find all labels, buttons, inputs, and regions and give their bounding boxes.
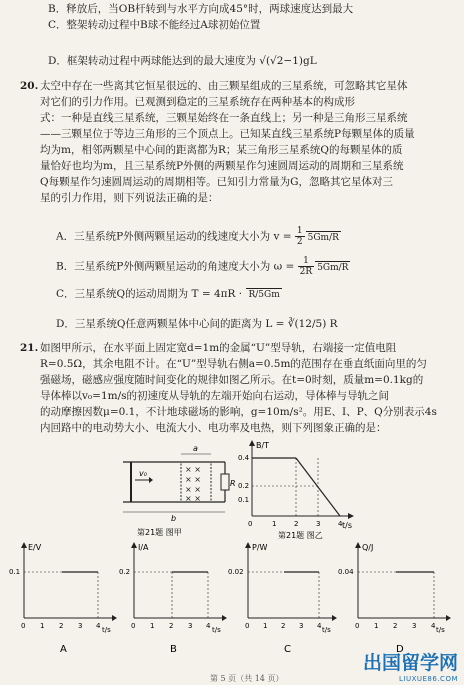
svg-text:× ×: × ×	[185, 485, 201, 494]
graph-d-xtick-4: 4	[431, 622, 436, 630]
yi-ytick-02: 0.2	[238, 482, 250, 490]
graph-a-xtick-0: 0	[21, 622, 26, 630]
graph-b-xtick-3: 3	[188, 622, 193, 630]
option-graph-c	[228, 540, 338, 661]
yi-xtick-4: 4	[338, 520, 343, 528]
graph-a-ytick: 0.1	[9, 568, 21, 576]
graph-d-letter: D	[396, 644, 404, 655]
graph-a-ylabel: E/V	[28, 543, 42, 552]
yi-xtick-2: 2	[294, 520, 299, 528]
yi-xtick-1: 1	[272, 520, 277, 528]
yi-ytick-04: 0.4	[238, 454, 250, 462]
caption-jia: 第21题 图甲	[137, 528, 182, 537]
q20-line-7: Q每颗星作匀速圆周运动的周期相等。已知引力常量为G，忽略其它星体对三	[40, 176, 393, 188]
yi-xtick-0: 0	[248, 520, 253, 528]
prev-option-b: B．释放后，当OB杆转到与水平方向成45°时，两球速度达到最大	[48, 3, 354, 15]
graph-b-letter: B	[170, 644, 177, 655]
graph-a-xtick-1: 1	[40, 622, 45, 630]
graph-b-xtick-2: 2	[169, 622, 174, 630]
q20-option-d-formula: ∛(12/5) R	[287, 318, 338, 330]
q20-number: 20.	[20, 80, 39, 92]
q20-option-b: B．三星系统P外侧两颗星运动的角速度大小为 ω = $\frac{1}{2R}$ 5Gm/R	[56, 256, 349, 277]
graph-a-xlabel: t/s	[102, 626, 111, 634]
q20-option-a-formula: $\frac{1}{2}$	[296, 226, 303, 247]
q20-option-b-text: B．三星系统P外侧两颗星运动的角速度大小为 ω =	[56, 260, 295, 273]
option-graph-d	[338, 540, 456, 661]
graph-b-ylabel: I/A	[138, 543, 149, 552]
prev-option-c: C．整架转动过程中B球不能经过A球初始位置	[48, 19, 261, 31]
q21-line-3: 强磁场，磁感应强度随时间变化的规律如图乙所示。在t=0时刻，质量m=0.1kg的	[40, 374, 424, 386]
q20-line-5: 均为m，相邻两颗星中心间的距离都为R；某三角形三星系统Q的每颗星体的质	[40, 144, 403, 156]
q21-line-6: 内回路中的电动势大小、电流大小、电功率及电热，则下列图象正确的是：	[40, 422, 387, 434]
option-graph-a	[8, 540, 118, 661]
q21-line-4: 导体棒以v₀=1m/s的初速度从导轨的左端开始向右运动，导体棒与导轨之间	[40, 390, 390, 402]
q20-option-c-text: C．三星系统Q的运动周期为 T = 4πR ·	[56, 288, 243, 300]
graph-c-xlabel: t/s	[322, 626, 331, 634]
caption-yi: 第21题 图乙	[278, 531, 323, 540]
graph-c-ytick: 0.02	[228, 568, 244, 576]
q20-option-c-formula: R/5Gm	[248, 290, 280, 300]
svg-text:× ×: × ×	[185, 475, 201, 484]
graph-c-xtick-3: 3	[299, 622, 304, 630]
q21-number: 21.	[20, 342, 39, 354]
q20-option-c	[56, 288, 282, 302]
q21-line-5: 的动摩擦因数μ=0.1，不计地球磁场的影响，g=10m/s²。用E、I、P、Q分别表示4s	[40, 406, 437, 418]
q20-option-a: A．三星系统P外侧两颗星运动的线速度大小为 v = $\frac{1}{2}$ 5Gm/R	[56, 226, 339, 247]
prev-option-d-formula: √(√2−1)gL	[259, 55, 317, 67]
graph-d-xlabel: t/s	[436, 626, 445, 634]
q20-line-4: ——三颗星位于等边三角形的三个顶点上。已知某直线三星系统P每颗星体的质量	[40, 128, 415, 140]
graph-d-xtick-3: 3	[412, 622, 417, 630]
graph-b-xtick-0: 0	[131, 622, 136, 630]
graph-c-xtick-4: 4	[317, 622, 322, 630]
q20-option-a-text: A．三星系统P外侧两颗星运动的线速度大小为 v =	[56, 230, 292, 243]
graph-b-xtick-4: 4	[206, 622, 211, 630]
graph-d-ytick: 0.04	[338, 568, 354, 576]
q20-line-1: 太空中存在一些离其它恒星很远的、由三颗星组成的三星系统，可忽略其它星体	[40, 80, 408, 92]
graph-d-xtick-2: 2	[393, 622, 398, 630]
option-graph-b	[118, 540, 228, 661]
q21-line-2: R=0.5Ω，其余电阻不计。在“U”型导轨右侧a=0.5m的范围存在垂直纸面向里的匀	[40, 358, 427, 370]
q20-option-d	[56, 318, 338, 331]
q20-option-d-text: D．三星系统Q任意两颗星体中心间的距离为 L =	[56, 318, 285, 330]
q20-line-6: 量恰好也均为m，且三星系统P外侧的两颗星作匀速圆周运动的周期和三星系统	[40, 160, 404, 172]
q20-line-2: 对它们的引力作用。已观测到稳定的三星系统存在两种基本的构成形	[40, 96, 355, 108]
fig-label-r: R	[230, 479, 236, 488]
graph-d-xtick-0: 0	[355, 622, 360, 630]
figure-yi	[238, 438, 360, 543]
q20-line-8: 星的引力作用，则下列说法正确的是：	[40, 192, 219, 204]
graph-c-ylabel: P/W	[252, 543, 268, 552]
yi-ylabel: B/T	[256, 441, 270, 450]
figure-jia	[115, 440, 235, 543]
graph-c-xtick-0: 0	[245, 622, 250, 630]
graph-a-letter: A	[60, 644, 67, 655]
graph-a-xtick-3: 3	[78, 622, 83, 630]
page-footer: 第 5 页（共 14 页）	[210, 674, 284, 683]
yi-xtick-3: 3	[316, 520, 321, 528]
graph-b-xlabel: t/s	[212, 626, 221, 634]
yi-xlabel: t/s	[342, 521, 352, 530]
svg-text:× ×: × ×	[185, 494, 201, 503]
graph-d-xtick-1: 1	[374, 622, 379, 630]
prev-option-d-text: D．框架转动过程中两球能达到的最大速度为	[48, 55, 256, 67]
yi-ytick-01: 0.1	[238, 496, 250, 504]
q20-line-3: 式：一种是直线三星系统，三颗星始终在一条直线上；另一种是三角形三星系统	[40, 112, 408, 124]
watermark-en: LIUXUE86.COM	[399, 675, 458, 683]
fig-label-v0: v₀	[139, 469, 147, 478]
graph-c-xtick-1: 1	[263, 622, 268, 630]
svg-text:× ×: × ×	[185, 465, 201, 474]
fig-label-b: b	[171, 514, 177, 523]
graph-c-xtick-2: 2	[281, 622, 286, 630]
q21-line-1: 如图甲所示，在水平面上固定宽d=1m的金属“U”型导轨，右端接一定值电阻	[40, 342, 397, 354]
watermark-cn: 出国留学网	[362, 652, 458, 674]
graph-b-ytick: 0.2	[119, 568, 131, 576]
q20-option-b-formula: $\frac{1}{2R}$	[299, 256, 313, 277]
graph-a-xtick-2: 2	[59, 622, 64, 630]
graph-a-xtick-4: 4	[96, 622, 101, 630]
graph-c-letter: C	[284, 644, 291, 655]
prev-option-d	[48, 55, 317, 68]
graph-d-ylabel: Q/J	[362, 543, 374, 552]
graph-b-xtick-1: 1	[150, 622, 155, 630]
watermark-logo	[363, 648, 458, 683]
fig-label-a: a	[193, 444, 198, 453]
